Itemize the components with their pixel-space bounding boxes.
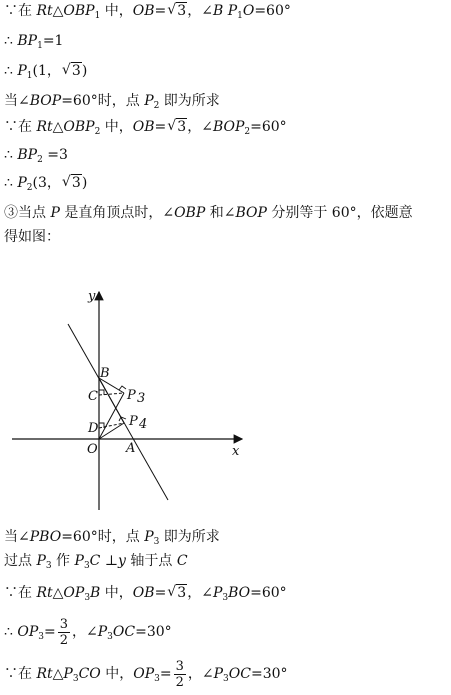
label-o: O bbox=[87, 442, 98, 457]
text-line-7: ∴ $P_2(3$，√ 3) bbox=[4, 174, 87, 192]
text-line-13: ∴ $OP_3=$ $\frac{3}{2}$ ，$\angle P_3OC=30^\circ$ bbox=[4, 616, 172, 648]
label-x: x bbox=[232, 444, 240, 459]
text-line-10: 当∠PBO=60°时，点 $P_3$ 即为所求 bbox=[4, 529, 220, 547]
text-line-2: ∴ $BP_1=1$ bbox=[4, 33, 64, 51]
sqrt-symbol: √ 3 bbox=[167, 584, 187, 602]
text-line-3: ∴ $P_1(1$，√ 3) bbox=[4, 62, 87, 80]
fraction: $\frac{3}{2}$ bbox=[59, 616, 69, 648]
text-line-1: ∵在 $Rt\triangle OBP_1$ 中，OB=√ 3，∠B $P_1O=60^\circ$ bbox=[4, 2, 291, 20]
label-c: C bbox=[88, 389, 98, 404]
sqrt-symbol: √ 3 bbox=[62, 174, 82, 192]
label-a: A bbox=[126, 441, 136, 456]
text-line-9: 得如图： bbox=[4, 229, 60, 245]
coordinate-figure bbox=[0, 282, 451, 522]
text-line-8: ③当点 P 是直角顶点时，∠OBP 和∠BOP 分别等于 60°，依题意 bbox=[4, 205, 413, 221]
segment-cp3 bbox=[99, 393, 124, 395]
fraction: $\frac{3}{2}$ bbox=[175, 658, 184, 690]
sqrt-symbol: √ 3 bbox=[167, 2, 187, 20]
label-y: y bbox=[88, 289, 96, 304]
label-p3: P bbox=[127, 388, 136, 403]
text-line-4: 当∠BOP=60°时，点 $P_2$ 即为所求 bbox=[4, 93, 220, 111]
label-p4: P bbox=[129, 414, 138, 429]
text-line-11: 过点 $P_3$ 作 $P_3C$ ⊥y 轴于点 C bbox=[4, 553, 188, 571]
label-b: B bbox=[100, 366, 110, 381]
text-line-12: ∵在 $Rt\triangle OP_3B$ 中，OB=√ 3，$\angle P_3BO=60^\circ$ bbox=[4, 584, 287, 602]
label-d: D bbox=[88, 421, 99, 436]
text-line-14: ∵在 $Rt\triangle P_3CO$ 中，$OP_3=$ $\frac{3}{2}$ ，$\angle P_3OC=30^\circ$ bbox=[4, 658, 288, 690]
sqrt-symbol: √ 3 bbox=[62, 62, 82, 80]
sqrt-symbol: √ 3 bbox=[167, 118, 187, 136]
label-p3-sub: 3 bbox=[137, 391, 146, 406]
right-angle-c bbox=[99, 390, 104, 395]
right-angle-p3 bbox=[119, 386, 126, 390]
text-line-5: ∵在 $Rt\triangle OBP_2$ 中，OB=√ 3，$\angle BOP_2=60^\circ$ bbox=[4, 118, 287, 136]
label-p4-sub: 4 bbox=[139, 417, 148, 432]
text-line-6: ∴ $BP_2 =3$ bbox=[4, 147, 68, 165]
